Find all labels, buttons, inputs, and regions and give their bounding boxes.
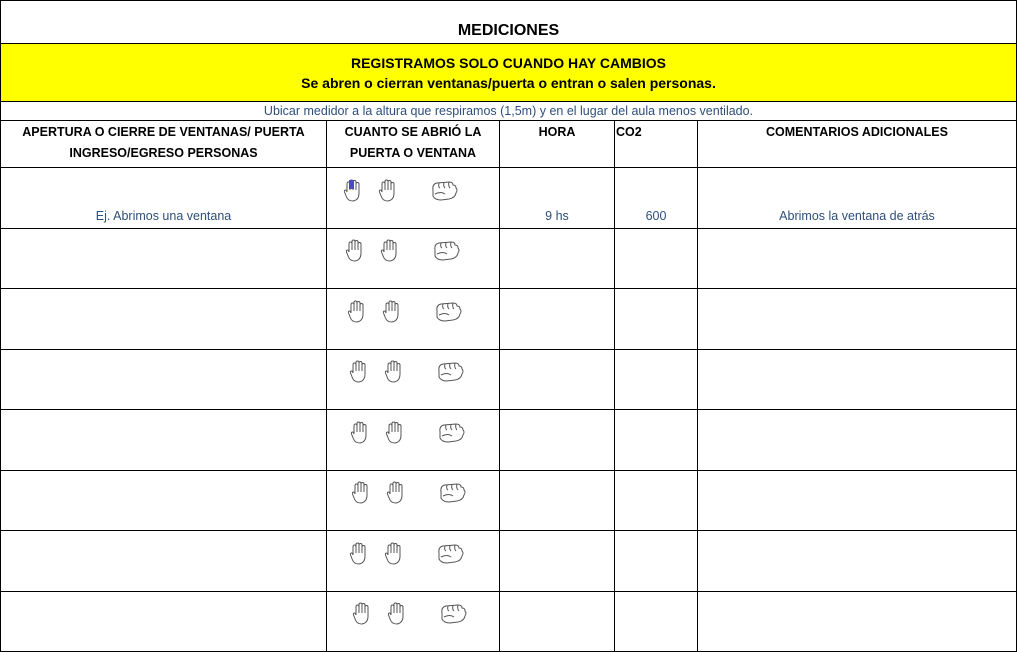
half-open-hand-icon[interactable] xyxy=(379,238,401,264)
example-comentario[interactable]: Abrimos la ventana de atrás xyxy=(779,209,935,223)
banner-line-1: REGISTRAMOS SOLO CUANDO HAY CAMBIOS xyxy=(350,55,667,71)
hand-selector-row xyxy=(328,354,500,414)
hand-selector-row xyxy=(328,233,500,293)
header-cuanto xyxy=(327,122,499,166)
grid-line xyxy=(1,228,1016,229)
open-hand-icon[interactable] xyxy=(349,420,371,446)
half-open-hand-icon[interactable] xyxy=(383,359,405,385)
open-hand-icon[interactable] xyxy=(346,299,368,325)
grid-line xyxy=(1,288,1016,289)
header-apertura xyxy=(1,122,326,166)
hand-selector-row xyxy=(328,415,500,475)
closed-fist-icon[interactable] xyxy=(434,541,466,567)
placement-note: Ubicar medidor a la altura que respiramos (1,5m) y en el lugar del aula menos ventilado. xyxy=(263,104,754,118)
header-apertura-line-1: APERTURA O CIERRE DE VENTANAS/ PUERTA xyxy=(22,125,305,139)
header-cuanto-line-2: PUERTA O VENTANA xyxy=(349,146,477,160)
page-title: MEDICIONES xyxy=(1,1,1016,44)
closed-fist-icon[interactable] xyxy=(434,359,466,385)
grid-line xyxy=(326,121,327,651)
half-open-hand-icon[interactable] xyxy=(381,299,403,325)
grid-line xyxy=(1,167,1016,168)
closed-fist-icon[interactable] xyxy=(435,420,467,446)
banner-line-2: Se abren o cierran ventanas/puerta o entran o salen personas. xyxy=(301,75,716,91)
closed-fist-icon[interactable] xyxy=(437,601,469,627)
example-co2[interactable]: 600 xyxy=(645,209,667,223)
grid-line xyxy=(1,101,1016,102)
header-comentarios: COMENTARIOS ADICIONALES xyxy=(766,125,948,139)
grid-line xyxy=(1,120,1016,121)
instruction-banner xyxy=(1,44,1016,102)
hand-selector-row xyxy=(328,596,500,652)
header-apertura-line-2: INGRESO/EGRESO PERSONAS xyxy=(69,146,258,160)
open-hand-icon[interactable] xyxy=(348,359,370,385)
half-open-hand-icon[interactable] xyxy=(377,178,399,204)
grid-line xyxy=(614,121,615,651)
half-open-hand-icon[interactable] xyxy=(384,420,406,446)
half-open-hand-icon[interactable] xyxy=(385,480,407,506)
closed-fist-icon[interactable] xyxy=(428,178,460,204)
closed-fist-icon[interactable] xyxy=(436,480,468,506)
open-hand-icon[interactable] xyxy=(342,178,364,204)
hand-selector-row xyxy=(328,475,500,535)
grid-line xyxy=(697,121,698,651)
header-co2: CO2 xyxy=(616,125,642,139)
hand-selector-row xyxy=(328,173,500,233)
example-hora[interactable]: 9 hs xyxy=(545,209,569,223)
closed-fist-icon[interactable] xyxy=(432,299,464,325)
grid-line xyxy=(1,349,1016,350)
half-open-hand-icon[interactable] xyxy=(386,601,408,627)
selected-mark xyxy=(349,180,354,189)
grid-line xyxy=(1,530,1016,531)
half-open-hand-icon[interactable] xyxy=(383,541,405,567)
grid-line xyxy=(1,591,1016,592)
open-hand-icon[interactable] xyxy=(351,601,373,627)
open-hand-icon[interactable] xyxy=(350,480,372,506)
open-hand-icon[interactable] xyxy=(344,238,366,264)
hand-selector-row xyxy=(328,536,500,596)
grid-line xyxy=(1,409,1016,410)
header-cuanto-line-1: CUANTO SE ABRIÓ LA xyxy=(344,125,482,139)
example-action[interactable]: Ej. Abrimos una ventana xyxy=(95,209,232,223)
hand-selector-row xyxy=(328,294,500,354)
grid-line xyxy=(1,470,1016,471)
closed-fist-icon[interactable] xyxy=(430,238,462,264)
open-hand-icon[interactable] xyxy=(348,541,370,567)
header-hora: HORA xyxy=(538,125,576,139)
